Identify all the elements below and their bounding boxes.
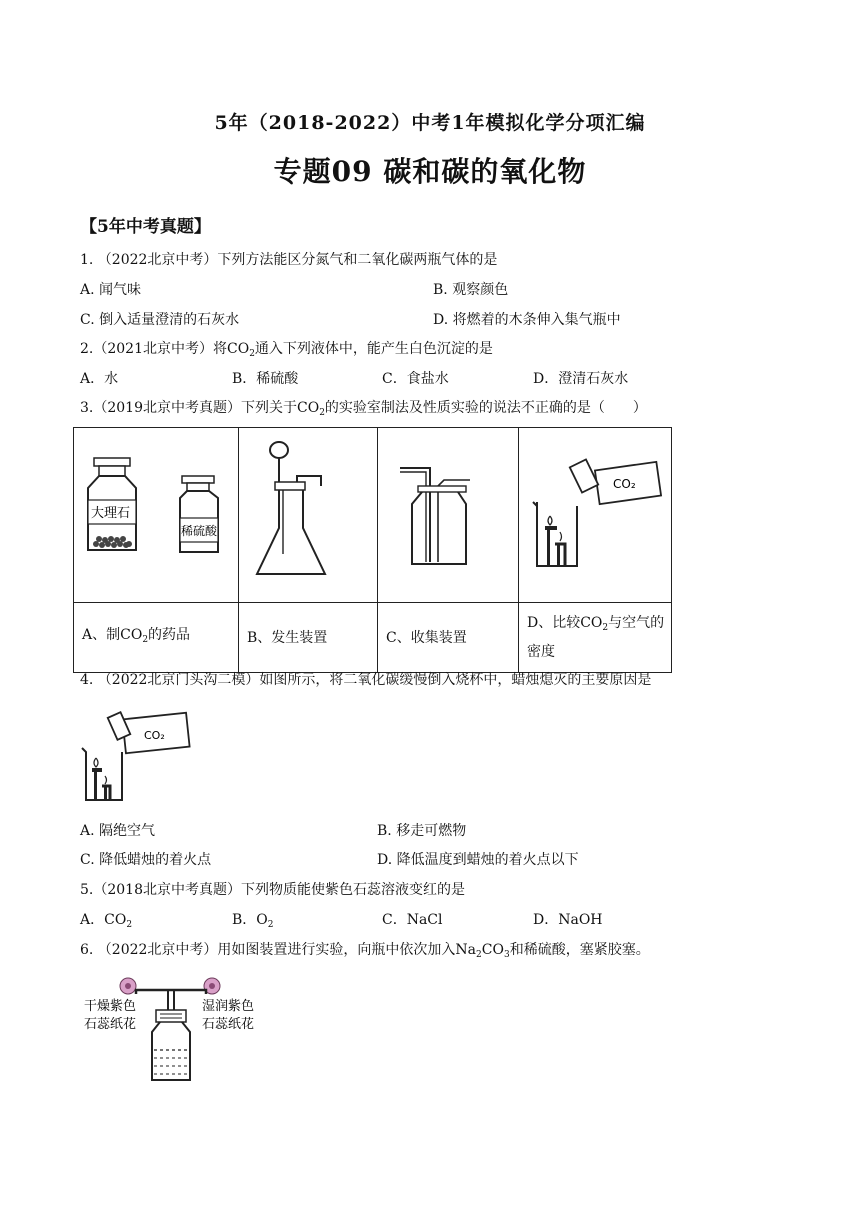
q2-option-d: D．澄清石灰水 — [533, 371, 629, 387]
q4-option-d: D. 降低温度到蜡烛的着火点以下 — [377, 852, 579, 868]
q5-option-b: B．$O_2$ — [232, 912, 274, 930]
q2-stem: 2.（2021北京中考）将$CO_2$通入下列液体中，能产生白色沉淀的是 — [80, 341, 493, 359]
q4-co2-label: CO₂ — [144, 729, 165, 742]
q2-option-a: A．水 — [80, 371, 119, 387]
q3-option-d: D、比较$CO_2$与空气的 密度 — [519, 603, 672, 673]
q2-option-c: C．食盐水 — [382, 371, 449, 387]
q1-stem: 1. （2022北京中考）下列方法能区分氮气和二氧化碳两瓶气体的是 — [80, 252, 498, 268]
q3-image-a — [74, 428, 239, 603]
q2-option-b: B．稀硫酸 — [232, 371, 299, 387]
q4-stem: 4. （2022北京门头沟二模）如图所示，将二氧化碳缓慢倒入烧杯中，蜡烛熄灭的主要原因是 — [80, 672, 652, 688]
dry-flower-label-line1: 干燥紫色 — [84, 999, 137, 1014]
q6-stem: 6. （2022北京中考）用如图装置进行实验，向瓶中依次加入$Na_2CO_3$和稀硫酸，塞紧胶塞。 — [80, 942, 650, 960]
marble-label: 大理石 — [91, 506, 131, 521]
q3-image-c — [378, 428, 519, 603]
q5-option-d: D．NaOH — [533, 912, 603, 928]
q3-option-c: C、收集装置 — [378, 603, 519, 673]
section-heading: 【5年中考真题】 — [80, 217, 211, 237]
q5-stem: 5.（2018北京中考真题）下列物质能使紫色石蕊溶液变红的是 — [80, 882, 465, 898]
wet-flower-label-line1: 湿润紫色 — [202, 999, 255, 1014]
q3-option-b: B、发生装置 — [239, 603, 378, 673]
q4-image — [80, 708, 196, 804]
co2-bottle-label: CO₂ — [613, 477, 636, 491]
q1-option-b: B. 观察颜色 — [433, 282, 509, 298]
document-title: 5年（2018-2022）中考1年模拟化学分项汇编 — [214, 112, 646, 134]
wet-flower-label-line2: 石蕊纸花 — [202, 1017, 255, 1032]
q1-option-a: A. 闻气味 — [80, 282, 142, 298]
q5-option-c: C．NaCl — [382, 912, 443, 928]
q4-option-c: C. 降低蜡烛的着火点 — [80, 852, 212, 868]
q5-option-a: A．$CO_2$ — [80, 912, 133, 930]
q3-image-b — [239, 428, 378, 603]
q3-stem: 3.（2019北京中考真题）下列关于$CO_2$的实验室制法及性质实验的说法不正确的是（ ） — [80, 400, 647, 418]
q6-apparatus-image — [82, 972, 272, 1084]
q3-options-table — [73, 427, 672, 673]
topic-title: 专题09 碳和碳的氧化物 — [273, 155, 587, 188]
q1-option-c: C. 倒入适量澄清的石灰水 — [80, 312, 240, 328]
q4-option-b: B. 移走可燃物 — [377, 823, 467, 839]
q4-option-a: A. 隔绝空气 — [80, 823, 156, 839]
q1-option-d: D. 将燃着的木条伸入集气瓶中 — [433, 312, 621, 328]
dry-flower-label-line2: 石蕊纸花 — [84, 1017, 137, 1032]
q3-image-d — [519, 428, 672, 603]
acid-label: 稀硫酸 — [181, 524, 218, 538]
q3-option-a: A、制$CO_2$的药品 — [74, 603, 239, 673]
